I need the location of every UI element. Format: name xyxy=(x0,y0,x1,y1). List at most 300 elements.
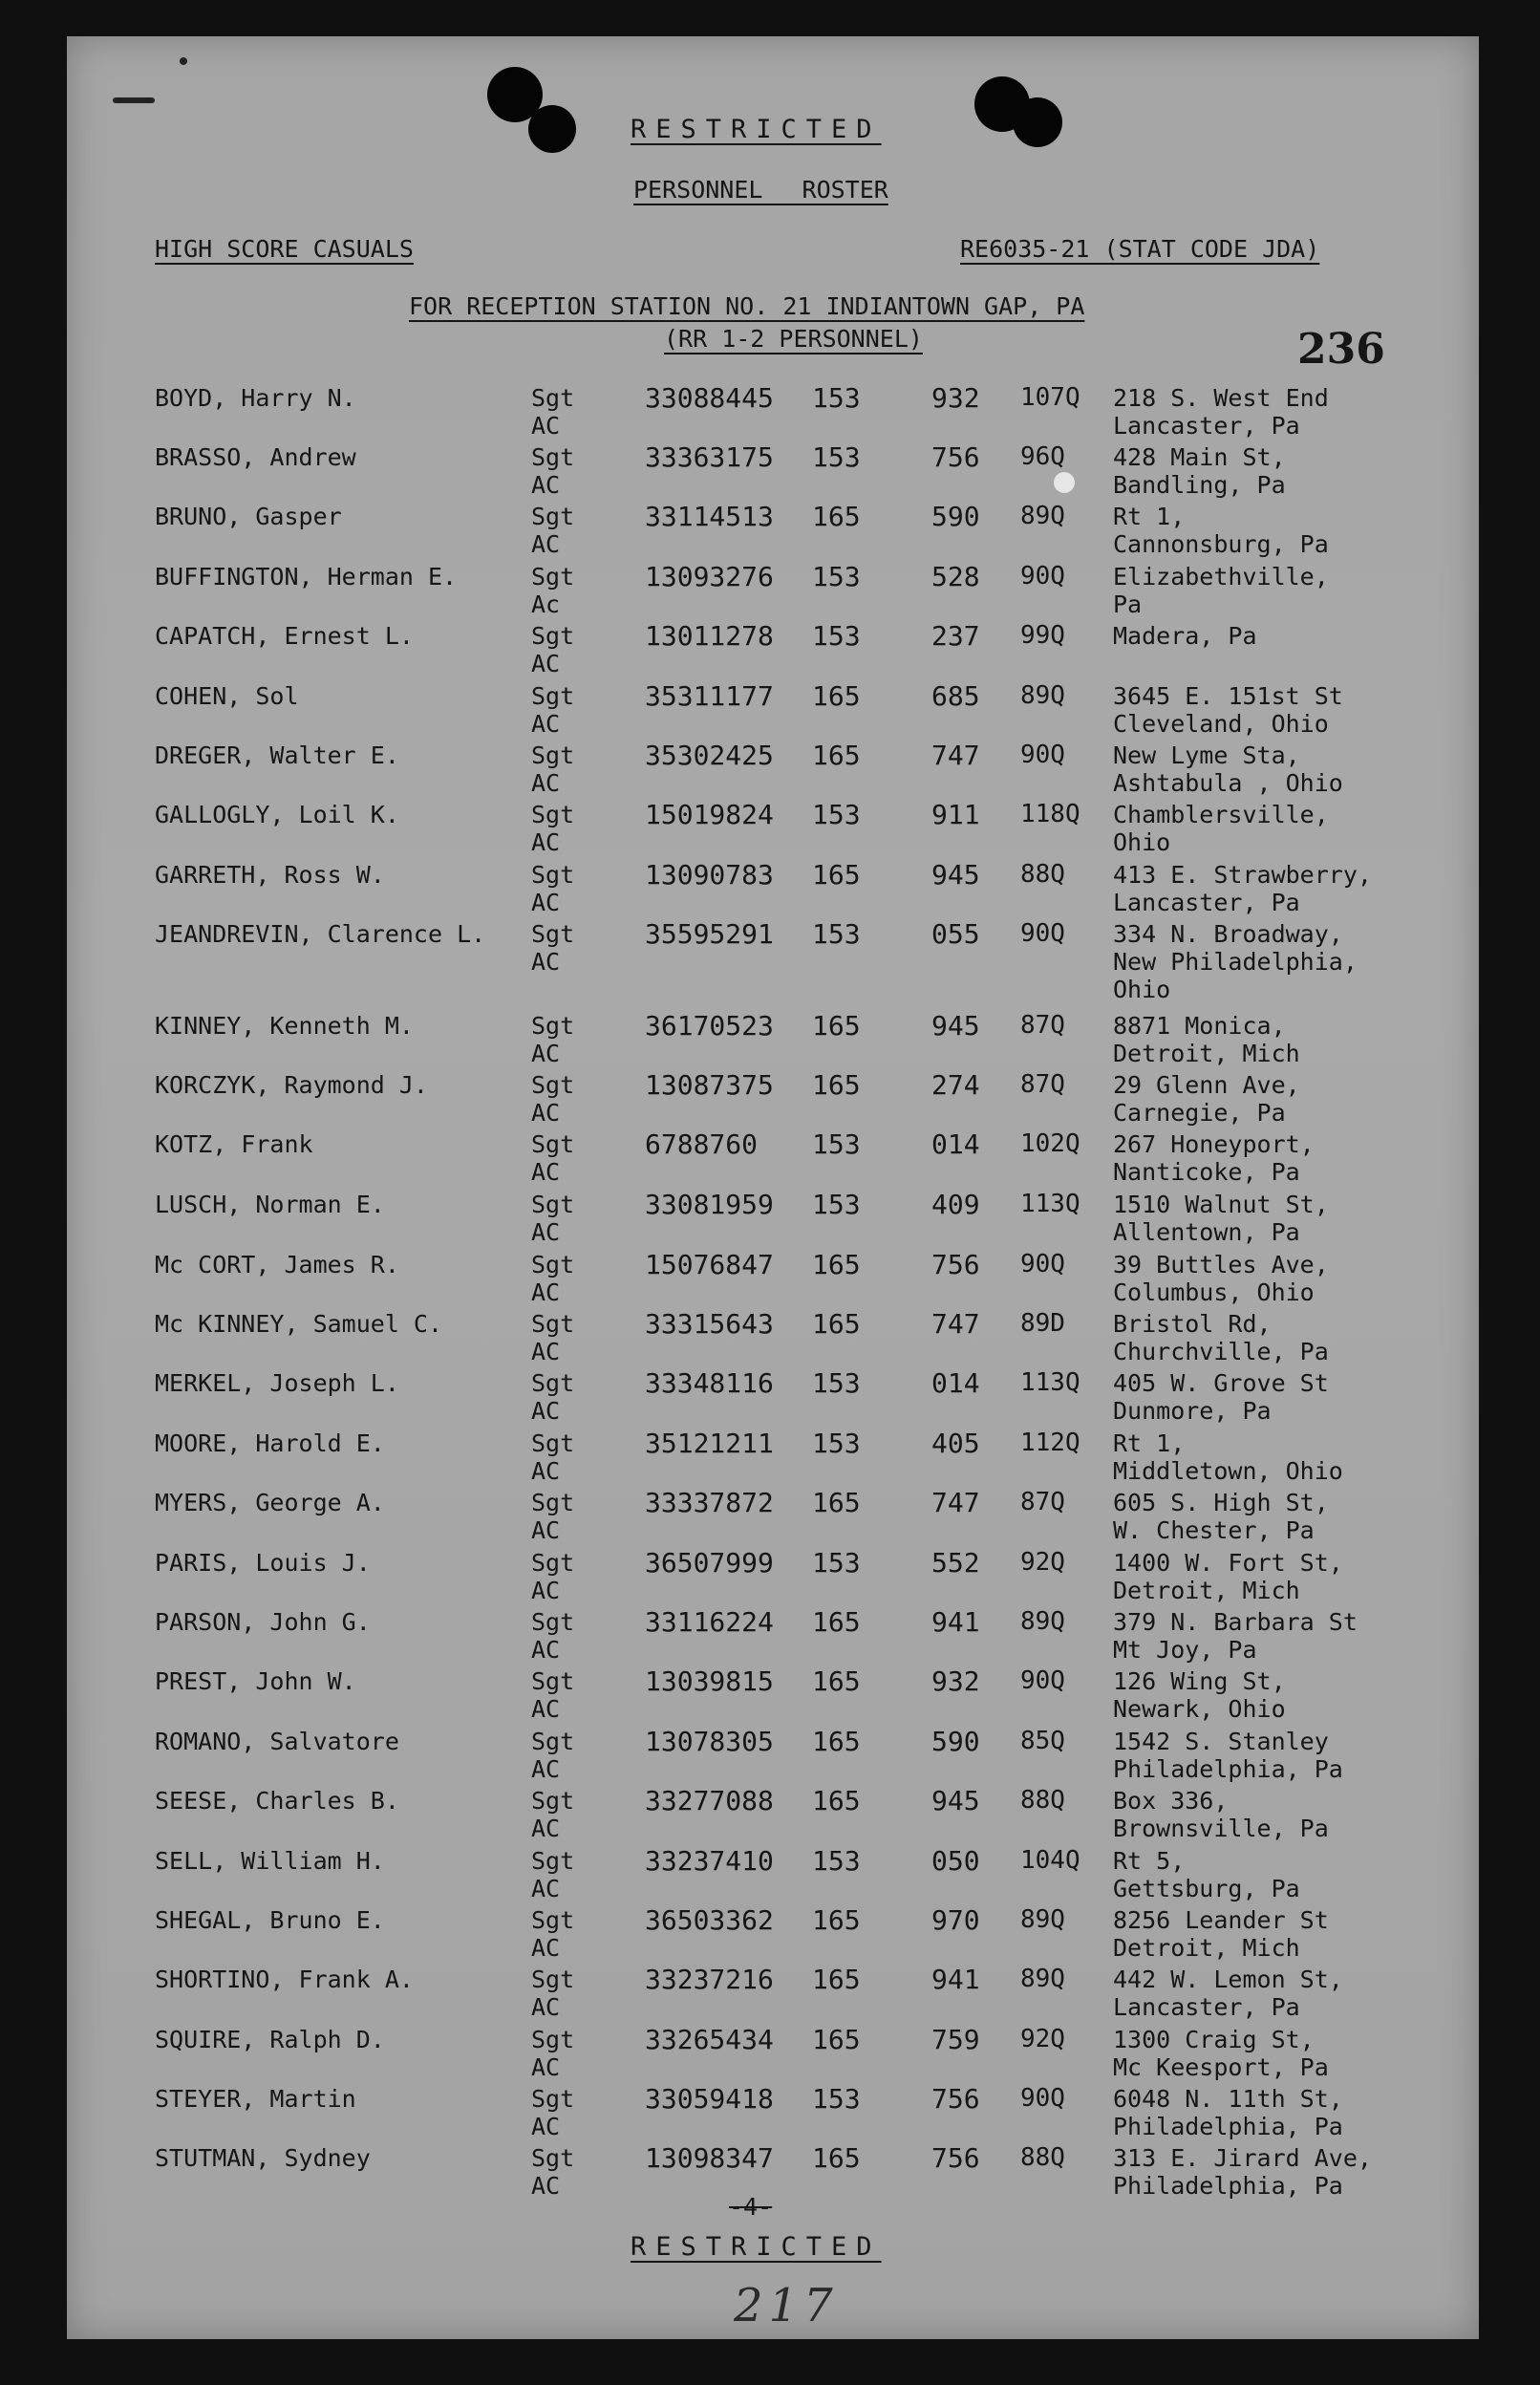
serial-number: 35311177 xyxy=(645,680,774,712)
spec-code: 759 xyxy=(931,2024,980,2055)
rank: Sgt xyxy=(531,1310,575,1338)
rank: Sgt xyxy=(531,563,575,591)
serial-number: 33315643 xyxy=(645,1308,774,1340)
score: 90Q xyxy=(1020,1250,1065,1278)
address-line-2: Ohio xyxy=(1113,828,1171,856)
person-name: CAPATCH, Ernest L. xyxy=(155,622,414,650)
branch: AC xyxy=(531,1695,561,1723)
mos-code: 153 xyxy=(812,441,861,473)
address-line-2: Dunmore, Pa xyxy=(1113,1397,1272,1425)
rank: Sgt xyxy=(531,801,575,828)
punch-hole xyxy=(528,105,576,153)
rank: Sgt xyxy=(531,1012,575,1040)
address-line-2: Philadelphia, Pa xyxy=(1113,1755,1343,1783)
serial-number: 33363175 xyxy=(645,441,774,473)
serial-number: 36170523 xyxy=(645,1010,774,1042)
person-name: PREST, John W. xyxy=(155,1667,356,1695)
spec-code: 932 xyxy=(931,382,980,414)
address-line-1: Rt 1, xyxy=(1113,503,1186,530)
rank: Sgt xyxy=(531,1667,575,1695)
mos-code: 165 xyxy=(812,1785,861,1816)
mos-code: 165 xyxy=(812,1665,861,1697)
address-line-1: Chamblersville, xyxy=(1113,801,1329,828)
spec-code: 970 xyxy=(931,1904,980,1936)
rank: Sgt xyxy=(531,1787,575,1815)
person-name: KINNEY, Kenneth M. xyxy=(155,1012,414,1040)
table-row xyxy=(0,563,1540,622)
table-row xyxy=(0,1787,1540,1846)
rank: Sgt xyxy=(531,1251,575,1278)
person-name: STEYER, Martin xyxy=(155,2085,356,2113)
ink-speck xyxy=(113,97,155,103)
score: 88Q xyxy=(1020,1786,1065,1815)
address-line-1: 8256 Leander St xyxy=(1113,1906,1329,1934)
mos-code: 153 xyxy=(812,799,861,830)
rr-label: (RR 1-2 PERSONNEL) xyxy=(664,325,923,353)
score: 102Q xyxy=(1020,1129,1080,1158)
rank: Sgt xyxy=(531,622,575,650)
branch: AC xyxy=(531,412,561,440)
branch: AC xyxy=(531,1158,561,1186)
serial-number: 33059418 xyxy=(645,2083,774,2115)
table-row xyxy=(0,1667,1540,1727)
person-name: MOORE, Harold E. xyxy=(155,1429,385,1457)
person-name: BOYD, Harry N. xyxy=(155,384,356,412)
mos-code: 165 xyxy=(812,1069,861,1101)
spec-code: 014 xyxy=(931,1128,980,1160)
address-line-2: Cannonsburg, Pa xyxy=(1113,530,1329,558)
page-number: 236 xyxy=(1297,325,1385,374)
table-row xyxy=(0,1191,1540,1250)
person-name: BRUNO, Gasper xyxy=(155,503,342,530)
mos-code: 153 xyxy=(812,1547,861,1579)
score: 88Q xyxy=(1020,860,1065,889)
address-line-2: Philadelphia, Pa xyxy=(1113,2113,1343,2140)
spec-code: 055 xyxy=(931,918,980,950)
address-line-1: 267 Honeyport, xyxy=(1113,1130,1315,1158)
table-row xyxy=(0,1489,1540,1548)
branch: AC xyxy=(531,2053,561,2081)
serial-number: 33088445 xyxy=(645,382,774,414)
spec-code: 528 xyxy=(931,561,980,592)
serial-number: 6788760 xyxy=(645,1128,759,1160)
spec-code: 945 xyxy=(931,1010,980,1042)
person-name: SQUIRE, Ralph D. xyxy=(155,2026,385,2053)
mos-code: 153 xyxy=(812,382,861,414)
branch: AC xyxy=(531,710,561,738)
branch: AC xyxy=(531,1218,561,1246)
person-name: Mc CORT, James R. xyxy=(155,1251,399,1278)
punch-hole xyxy=(1013,97,1062,147)
person-name: MYERS, George A. xyxy=(155,1489,385,1516)
address-line-2: W. Chester, Pa xyxy=(1113,1516,1315,1544)
address-line-2: Bandling, Pa xyxy=(1113,471,1286,499)
score: 104Q xyxy=(1020,1846,1080,1875)
restricted-bottom: RESTRICTED xyxy=(631,2232,882,2262)
branch: AC xyxy=(531,1397,561,1425)
table-row xyxy=(0,861,1540,920)
restricted-top: RESTRICTED xyxy=(631,115,882,144)
address-line-2: Columbus, Ohio xyxy=(1113,1278,1315,1306)
spec-code: 756 xyxy=(931,1249,980,1280)
score: 96Q xyxy=(1020,442,1065,471)
spec-code: 756 xyxy=(931,2083,980,2115)
address-line-2: Lancaster, Pa xyxy=(1113,412,1300,440)
person-name: MERKEL, Joseph L. xyxy=(155,1369,399,1397)
page-marker: -4- xyxy=(729,2193,773,2221)
branch: AC xyxy=(531,1278,561,1306)
serial-number: 33081959 xyxy=(645,1189,774,1220)
rank: Sgt xyxy=(531,1130,575,1158)
rank: Sgt xyxy=(531,1966,575,1993)
score: 87Q xyxy=(1020,1011,1065,1040)
rank: Sgt xyxy=(531,1608,575,1636)
address-line-1: Rt 5, xyxy=(1113,1847,1186,1875)
spec-code: 274 xyxy=(931,1069,980,1101)
serial-number: 33116224 xyxy=(645,1606,774,1638)
branch: AC xyxy=(531,1099,561,1127)
table-row xyxy=(0,918,1540,1003)
serial-number: 36507999 xyxy=(645,1547,774,1579)
table-row xyxy=(0,443,1540,503)
table-row xyxy=(0,1429,1540,1489)
person-name: KOTZ, Frank xyxy=(155,1130,313,1158)
address-line-1: 29 Glenn Ave, xyxy=(1113,1071,1300,1099)
address-line-2: Philadelphia, Pa xyxy=(1113,2172,1343,2200)
address-line-1: 442 W. Lemon St, xyxy=(1113,1966,1343,1993)
person-name: GALLOGLY, Loil K. xyxy=(155,801,399,828)
address-line-2: Carnegie, Pa xyxy=(1113,1099,1286,1127)
address-line-1: Madera, Pa xyxy=(1113,622,1257,650)
spec-code: 756 xyxy=(931,2142,980,2174)
address-line-1: 1400 W. Fort St, xyxy=(1113,1549,1343,1577)
mos-code: 153 xyxy=(812,2083,861,2115)
spec-code: 552 xyxy=(931,1547,980,1579)
branch: AC xyxy=(531,1815,561,1842)
spec-code: 050 xyxy=(931,1845,980,1877)
address-line-2: Pa xyxy=(1113,591,1143,618)
mos-code: 165 xyxy=(812,740,861,771)
spec-code: 941 xyxy=(931,1606,980,1638)
serial-number: 13093276 xyxy=(645,561,774,592)
rank: Sgt xyxy=(531,920,575,948)
serial-number: 13011278 xyxy=(645,620,774,652)
mos-code: 165 xyxy=(812,1726,861,1757)
spec-code: 405 xyxy=(931,1428,980,1459)
station-label: FOR RECEPTION STATION NO. 21 INDIANTOWN GAP, PA xyxy=(409,292,1085,320)
score: 92Q xyxy=(1020,1548,1065,1577)
rank: Sgt xyxy=(531,1071,575,1099)
branch: AC xyxy=(531,769,561,797)
score: 89D xyxy=(1020,1309,1065,1338)
mos-code: 165 xyxy=(812,1010,861,1042)
serial-number: 33348116 xyxy=(645,1367,774,1399)
person-name: SELL, William H. xyxy=(155,1847,385,1875)
person-name: KORCZYK, Raymond J. xyxy=(155,1071,428,1099)
rank: Sgt xyxy=(531,861,575,889)
table-row xyxy=(0,2085,1540,2144)
address-line-2: Detroit, Mich xyxy=(1113,1577,1300,1604)
mos-code: 153 xyxy=(812,561,861,592)
spec-code: 409 xyxy=(931,1189,980,1220)
address-line-1: Box 336, xyxy=(1113,1787,1229,1815)
address-line-2: Cleveland, Ohio xyxy=(1113,710,1329,738)
table-row xyxy=(0,1966,1540,2025)
rank: Sgt xyxy=(531,1191,575,1218)
score: 113Q xyxy=(1020,1368,1080,1397)
spec-code: 590 xyxy=(931,1726,980,1757)
score: 87Q xyxy=(1020,1488,1065,1516)
handwritten-number: 217 xyxy=(734,2279,839,2332)
address-line-1: Bristol Rd, xyxy=(1113,1310,1272,1338)
person-name: SHEGAL, Bruno E. xyxy=(155,1906,385,1934)
address-line-2: Mt Joy, Pa xyxy=(1113,1636,1257,1664)
table-row xyxy=(0,1728,1540,1787)
branch: AC xyxy=(531,1993,561,2021)
address-line-1: 605 S. High St, xyxy=(1113,1489,1329,1516)
serial-number: 33265434 xyxy=(645,2024,774,2055)
person-name: BRASSO, Andrew xyxy=(155,443,356,471)
branch: AC xyxy=(531,1338,561,1365)
branch: Ac xyxy=(531,591,561,618)
spec-code: 932 xyxy=(931,1665,980,1697)
address-line-1: 6048 N. 11th St, xyxy=(1113,2085,1343,2113)
person-name: GARRETH, Ross W. xyxy=(155,861,385,889)
score: 89Q xyxy=(1020,681,1065,710)
person-name: BUFFINGTON, Herman E. xyxy=(155,563,458,591)
left-label: HIGH SCORE CASUALS xyxy=(155,235,414,263)
rank: Sgt xyxy=(531,2026,575,2053)
person-name: PARIS, Louis J. xyxy=(155,1549,371,1577)
score: 90Q xyxy=(1020,919,1065,948)
mos-code: 153 xyxy=(812,1128,861,1160)
score: 90Q xyxy=(1020,562,1065,591)
spec-code: 747 xyxy=(931,1308,980,1340)
serial-number: 13078305 xyxy=(645,1726,774,1757)
branch: AC xyxy=(531,2113,561,2140)
score: 89Q xyxy=(1020,1965,1065,1993)
address-line-2: Nanticoke, Pa xyxy=(1113,1158,1300,1186)
person-name: LUSCH, Norman E. xyxy=(155,1191,385,1218)
rank: Sgt xyxy=(531,503,575,530)
serial-number: 36503362 xyxy=(645,1904,774,1936)
mos-code: 165 xyxy=(812,1964,861,1995)
rank: Sgt xyxy=(531,1549,575,1577)
mos-code: 165 xyxy=(812,1249,861,1280)
table-row xyxy=(0,622,1540,681)
person-name: COHEN, Sol xyxy=(155,682,299,710)
mos-code: 153 xyxy=(812,918,861,950)
score: 89Q xyxy=(1020,1607,1065,1636)
branch: AC xyxy=(531,948,561,976)
address-line-2: Newark, Ohio xyxy=(1113,1695,1286,1723)
person-name: PARSON, John G. xyxy=(155,1608,371,1636)
address-line-1: Elizabethville, xyxy=(1113,563,1329,591)
spec-code: 685 xyxy=(931,680,980,712)
table-row xyxy=(0,2026,1540,2085)
branch: AC xyxy=(531,828,561,856)
address-line-2: Gettsburg, Pa xyxy=(1113,1875,1300,1902)
address-line-2: Lancaster, Pa xyxy=(1113,889,1300,916)
address-line-1: 1510 Walnut St, xyxy=(1113,1191,1329,1218)
right-label: RE6035-21 (STAT CODE JDA) xyxy=(960,235,1320,263)
rank: Sgt xyxy=(531,1728,575,1755)
serial-number: 35121211 xyxy=(645,1428,774,1459)
rank: Sgt xyxy=(531,443,575,471)
address-line-2: Brownsville, Pa xyxy=(1113,1815,1329,1842)
score: 113Q xyxy=(1020,1190,1080,1218)
rank: Sgt xyxy=(531,741,575,769)
mos-code: 153 xyxy=(812,620,861,652)
spec-code: 756 xyxy=(931,441,980,473)
branch: AC xyxy=(531,471,561,499)
branch: AC xyxy=(531,1516,561,1544)
table-row xyxy=(0,1012,1540,1071)
mos-code: 165 xyxy=(812,680,861,712)
mos-code: 165 xyxy=(812,2024,861,2055)
mos-code: 165 xyxy=(812,1487,861,1518)
serial-number: 13098347 xyxy=(645,2142,774,2174)
serial-number: 33337872 xyxy=(645,1487,774,1518)
mos-code: 165 xyxy=(812,859,861,891)
score: 89Q xyxy=(1020,1905,1065,1934)
table-row xyxy=(0,1369,1540,1429)
branch: AC xyxy=(531,1755,561,1783)
mos-code: 153 xyxy=(812,1428,861,1459)
rank: Sgt xyxy=(531,1489,575,1516)
score: 88Q xyxy=(1020,2143,1065,2172)
address-line-1: Rt 1, xyxy=(1113,1429,1186,1457)
spec-code: 590 xyxy=(931,501,980,532)
address-line-2: Mc Keesport, Pa xyxy=(1113,2053,1329,2081)
person-name: SHORTINO, Frank A. xyxy=(155,1966,414,1993)
spec-code: 945 xyxy=(931,859,980,891)
table-row xyxy=(0,1071,1540,1130)
person-name: SEESE, Charles B. xyxy=(155,1787,399,1815)
address-line-2: Detroit, Mich xyxy=(1113,1040,1300,1067)
rank: Sgt xyxy=(531,1369,575,1397)
score: 99Q xyxy=(1020,621,1065,650)
rank: Sgt xyxy=(531,1906,575,1934)
address-line-1: 413 E. Strawberry, xyxy=(1113,861,1372,889)
address-line-2: Lancaster, Pa xyxy=(1113,1993,1300,2021)
address-line-2: Detroit, Mich xyxy=(1113,1934,1300,1962)
subtitle: PERSONNEL ROSTER xyxy=(633,176,888,204)
person-name: ROMANO, Salvatore xyxy=(155,1728,399,1755)
score: 92Q xyxy=(1020,2025,1065,2053)
spec-code: 747 xyxy=(931,740,980,771)
branch: AC xyxy=(531,2172,561,2200)
serial-number: 13090783 xyxy=(645,859,774,891)
person-name: JEANDREVIN, Clarence L. xyxy=(155,920,486,948)
mos-code: 153 xyxy=(812,1367,861,1399)
branch: AC xyxy=(531,530,561,558)
table-row xyxy=(0,1130,1540,1190)
serial-number: 15076847 xyxy=(645,1249,774,1280)
serial-number: 15019824 xyxy=(645,799,774,830)
score: 89Q xyxy=(1020,502,1065,530)
branch: AC xyxy=(531,1457,561,1485)
spec-code: 237 xyxy=(931,620,980,652)
table-row xyxy=(0,801,1540,860)
mos-code: 165 xyxy=(812,1904,861,1936)
address-line-1: New Lyme Sta, xyxy=(1113,741,1300,769)
table-row xyxy=(0,1310,1540,1369)
rank: Sgt xyxy=(531,1847,575,1875)
branch: AC xyxy=(531,650,561,677)
rank: Sgt xyxy=(531,384,575,412)
branch: AC xyxy=(531,1636,561,1664)
address-line-2: Ashtabula , Ohio xyxy=(1113,769,1343,797)
table-row xyxy=(0,1906,1540,1966)
spec-code: 945 xyxy=(931,1785,980,1816)
table-row xyxy=(0,1549,1540,1608)
address-line-1: 126 Wing St, xyxy=(1113,1667,1286,1695)
rank: Sgt xyxy=(531,1429,575,1457)
address-line-1: 313 E. Jirard Ave, xyxy=(1113,2144,1372,2172)
serial-number: 35302425 xyxy=(645,740,774,771)
ink-speck xyxy=(180,57,187,65)
score: 85Q xyxy=(1020,1727,1065,1755)
table-row xyxy=(0,682,1540,741)
rank: Sgt xyxy=(531,682,575,710)
serial-number: 13087375 xyxy=(645,1069,774,1101)
serial-number: 13039815 xyxy=(645,1665,774,1697)
mos-code: 153 xyxy=(812,1845,861,1877)
table-row xyxy=(0,1608,1540,1667)
score: 90Q xyxy=(1020,1666,1065,1695)
address-line-2: Churchville, Pa xyxy=(1113,1338,1329,1365)
score: 87Q xyxy=(1020,1070,1065,1099)
serial-number: 35595291 xyxy=(645,918,774,950)
person-name: DREGER, Walter E. xyxy=(155,741,399,769)
address-line-1: 3645 E. 151st St xyxy=(1113,682,1343,710)
branch: AC xyxy=(531,1040,561,1067)
table-row xyxy=(0,503,1540,562)
address-line-1: 1542 S. Stanley xyxy=(1113,1728,1329,1755)
score: 90Q xyxy=(1020,2084,1065,2113)
spec-code: 911 xyxy=(931,799,980,830)
serial-number: 33237216 xyxy=(645,1964,774,1995)
address-line-1: 379 N. Barbara St xyxy=(1113,1608,1358,1636)
address-line-1: 428 Main St, xyxy=(1113,443,1286,471)
person-name: STUTMAN, Sydney xyxy=(155,2144,371,2172)
mos-code: 153 xyxy=(812,1189,861,1220)
serial-number: 33114513 xyxy=(645,501,774,532)
score: 112Q xyxy=(1020,1429,1080,1457)
address-line-1: 334 N. Broadway, xyxy=(1113,920,1343,948)
spec-code: 747 xyxy=(931,1487,980,1518)
mos-code: 165 xyxy=(812,501,861,532)
address-line-1: 39 Buttles Ave, xyxy=(1113,1251,1329,1278)
address-line-1: 1300 Craig St, xyxy=(1113,2026,1315,2053)
address-line-2: Allentown, Pa xyxy=(1113,1218,1300,1246)
spec-code: 014 xyxy=(931,1367,980,1399)
address-line-1: 218 S. West End xyxy=(1113,384,1329,412)
person-name: Mc KINNEY, Samuel C. xyxy=(155,1310,443,1338)
branch: AC xyxy=(531,1875,561,1902)
spec-code: 941 xyxy=(931,1964,980,1995)
address-line-3: Ohio xyxy=(1113,976,1171,1003)
branch: AC xyxy=(531,889,561,916)
mos-code: 165 xyxy=(812,1308,861,1340)
table-row xyxy=(0,741,1540,801)
table-row xyxy=(0,1847,1540,1906)
mos-code: 165 xyxy=(812,2142,861,2174)
serial-number: 33237410 xyxy=(645,1845,774,1877)
branch: AC xyxy=(531,1577,561,1604)
mos-code: 165 xyxy=(812,1606,861,1638)
